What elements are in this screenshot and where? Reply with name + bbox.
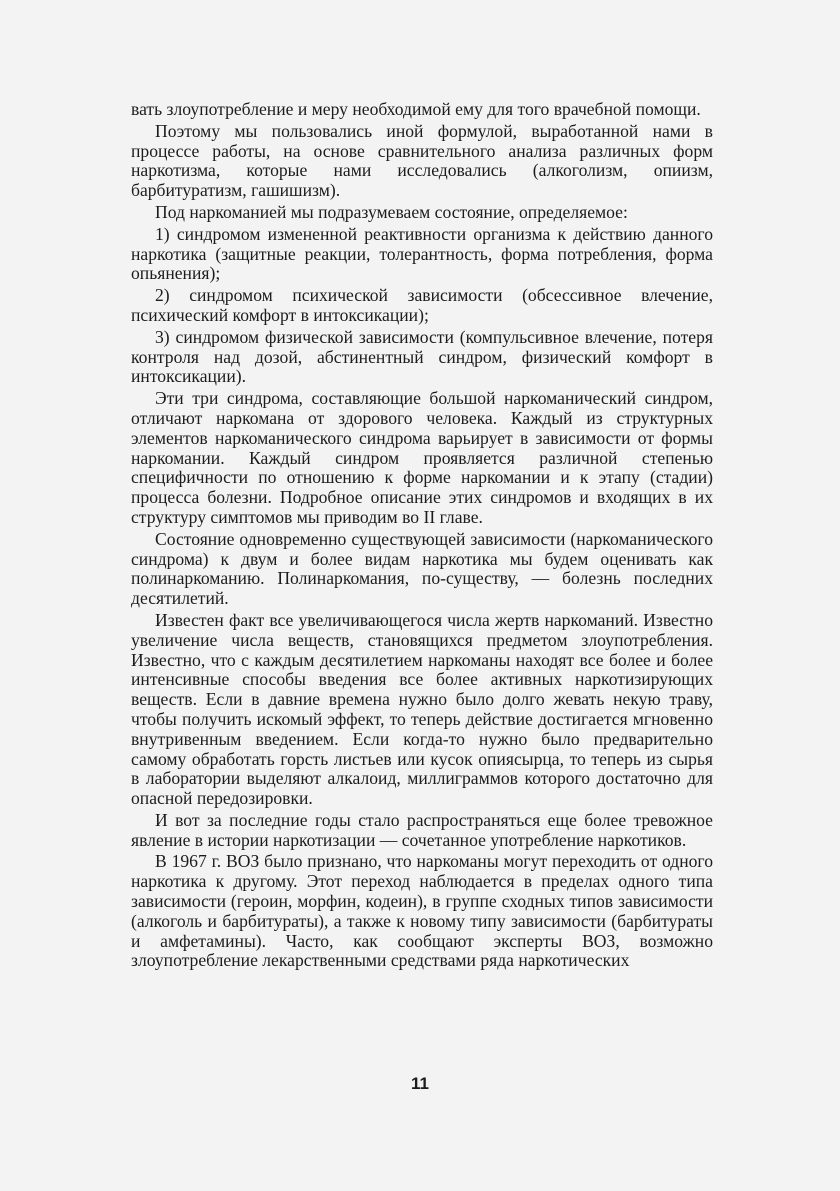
paragraph: Поэтому мы пользовались иной формулой, выработанной нами в процессе работы, на основе сравнительного анализа различных форм наркотизма, которые нами исследовались (алкоголизм, опиизм, барбитуратизм, гашишизм). (131, 120, 713, 201)
list-item: 2) синдромом психической зависимости (обсессивное влечение, психический комфорт в интоксикации); (131, 285, 713, 325)
list-item: 3) синдромом физической зависимости (компульсивное влечение, потеря контроля над дозой, абстинентный синдром, физический комфорт в интоксикации). (131, 326, 713, 387)
page-number: 11 (411, 1074, 429, 1093)
list-item: 1) синдромом измененной реактивности организма к действию данного наркотика (защитные реакции, толерантность, форма потребления, форма опьянения); (131, 223, 713, 284)
paragraph: И вот за последние годы стало распространяться еще более тревожное явление в истории наркотизации — сочетанное употребление наркотиков. (131, 809, 713, 850)
paragraph: В 1967 г. ВОЗ было признано, что наркоманы могут переходить от одного наркотика к другому. Этот переход наблюдается в пределах одного типа зависимости (героин, морфин, кодеин), в группе сходных типов зависимости (алкоголь и барбитураты), а также к новому типу зависимости (барбитураты и амфетамины). Часто, как сообщают эксперты ВОЗ, возможно злоупотребление лекарственными средствами ряда наркотических (131, 851, 713, 971)
paragraph-continuation: вать злоупотребление и меру необходимой ему для того врачебной помощи. (131, 99, 701, 119)
paragraph: Состояние одновременно существующей зависимости (наркоманического синдрома) к двум и более видам наркотика мы будем оценивать как полинаркоманию. Полинаркомания, по-существу, — болезнь последних десятилетий. (131, 528, 713, 609)
body-text (131, 100, 713, 973)
paragraph: Известен факт все увеличивающегося числа жертв наркоманий. Известно увеличение числа веществ, становящихся предметом злоупотребления. Известно, что с каждым десятилетием наркоманы находят все более и более интенсивные способы введения все более активных наркотизирующих веществ. Если в давние времена нужно было долго жевать некую траву, чтобы получить искомый эффект, то теперь действие достигается мгновенно внутривенным введением. Если когда-то нужно было предварительно самому обработать горсть листьев или кусок опиясырца, то теперь из сырья в лаборатории выделяют алкалоид, миллиграммов которого достаточно для опасной передозировки. (131, 609, 713, 809)
paragraph: Эти три синдрома, составляющие большой наркоманический синдром, отличают наркомана от здорового человека. Каждый из структурных элементов наркоманического синдрома варьирует в зависимости от формы наркомании. Каждый синдром проявляется различной степенью специфичности по отношению к форме наркомании и к этапу (стадии) процесса болезни. Подробное описание этих синдромов и входящих в их структуру симптомов мы приводим во II главе. (131, 388, 713, 527)
paragraph: Под наркоманией мы подразумеваем состояние, определяемое: (155, 201, 628, 222)
